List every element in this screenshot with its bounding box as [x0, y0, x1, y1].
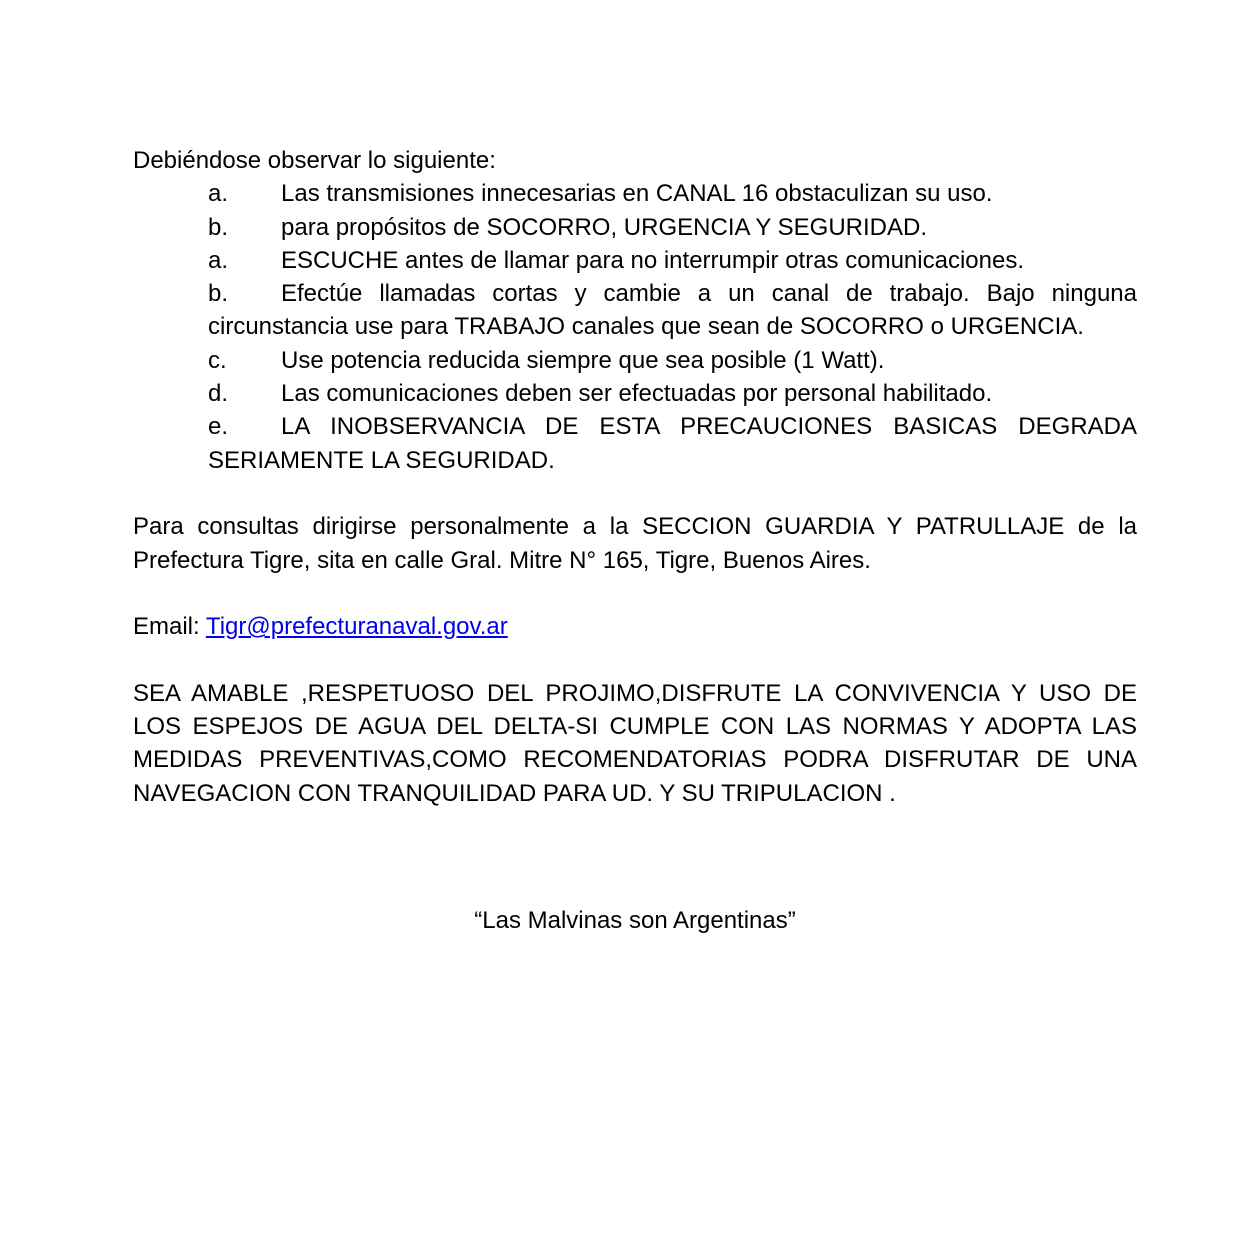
email-label: Email:: [133, 613, 206, 641]
list-item-letter: a.: [208, 180, 229, 208]
email-link[interactable]: Tigr@prefecturanaval.gov.ar: [205, 613, 508, 641]
closing-quote: “Las Malvinas son Argentinas”: [474, 907, 796, 934]
list-item: [208, 177, 1137, 210]
list-item-text: Las comunicaciones deben ser efectuadas por personal habilitado.: [281, 380, 993, 408]
list-item-text: Use potencia reducida siempre que sea posible (1 Watt).: [281, 346, 885, 374]
document-page: [133, 144, 1137, 934]
list-item-text: Efectúe llamadas cortas y cambie a un canal de trabajo. Bajo ninguna circunstancia use para TRABAJO canales que sean de SOCORRO o URGENCIA.: [208, 280, 1137, 341]
list-item-letter: a.: [208, 246, 229, 274]
email-line: [133, 610, 1137, 643]
list-item-letter: b.: [208, 213, 229, 241]
consultas-paragraph: Para consultas dirigirse personalmente a la SECCION GUARDIA Y PATRULLAJE de la Prefectura Tigre, sita en calle Gral. Mitre N° 165, Tigre, Buenos Aires.: [133, 513, 1137, 574]
intro-text: Debiéndose observar lo siguiente:: [133, 147, 496, 174]
list-item-text: LA INOBSERVANCIA DE ESTA PRECAUCIONES BASICAS DEGRADA SERIAMENTE LA SEGURIDAD.: [208, 413, 1137, 474]
list-item: [208, 344, 1137, 377]
list-item: [208, 211, 1137, 244]
list-item-letter: c.: [208, 346, 227, 374]
list-item: [208, 377, 1137, 410]
list-item-text: ESCUCHE antes de llamar para no interrumpir otras comunicaciones.: [281, 246, 1024, 274]
list-item: [208, 277, 1137, 344]
advice-paragraph: SEA AMABLE ,RESPETUOSO DEL PROJIMO,DISFRUTE LA CONVIVENCIA Y USO DE LOS ESPEJOS DE AGUA DEL DELTA-SI CUMPLE CON LAS NORMAS Y ADOPTA LAS MEDIDAS PREVENTIVAS,COMO RECOMENDATORIAS PODRA DISFRUTAR DE UNA NAVEGACION CON TRANQUILIDAD PARA UD. Y SU TRIPULACION .: [133, 679, 1137, 807]
list-item-text: Las transmisiones innecesarias en CANAL 16 obstaculizan su uso.: [281, 180, 993, 208]
list-item: [208, 410, 1137, 477]
list-item-letter: e.: [208, 413, 229, 441]
precautions-list: [133, 177, 1137, 477]
list-item: [208, 244, 1137, 277]
list-item-text: para propósitos de SOCORRO, URGENCIA Y SEGURIDAD.: [281, 213, 927, 241]
list-item-letter: b.: [208, 280, 229, 308]
list-item-letter: d.: [208, 380, 229, 408]
